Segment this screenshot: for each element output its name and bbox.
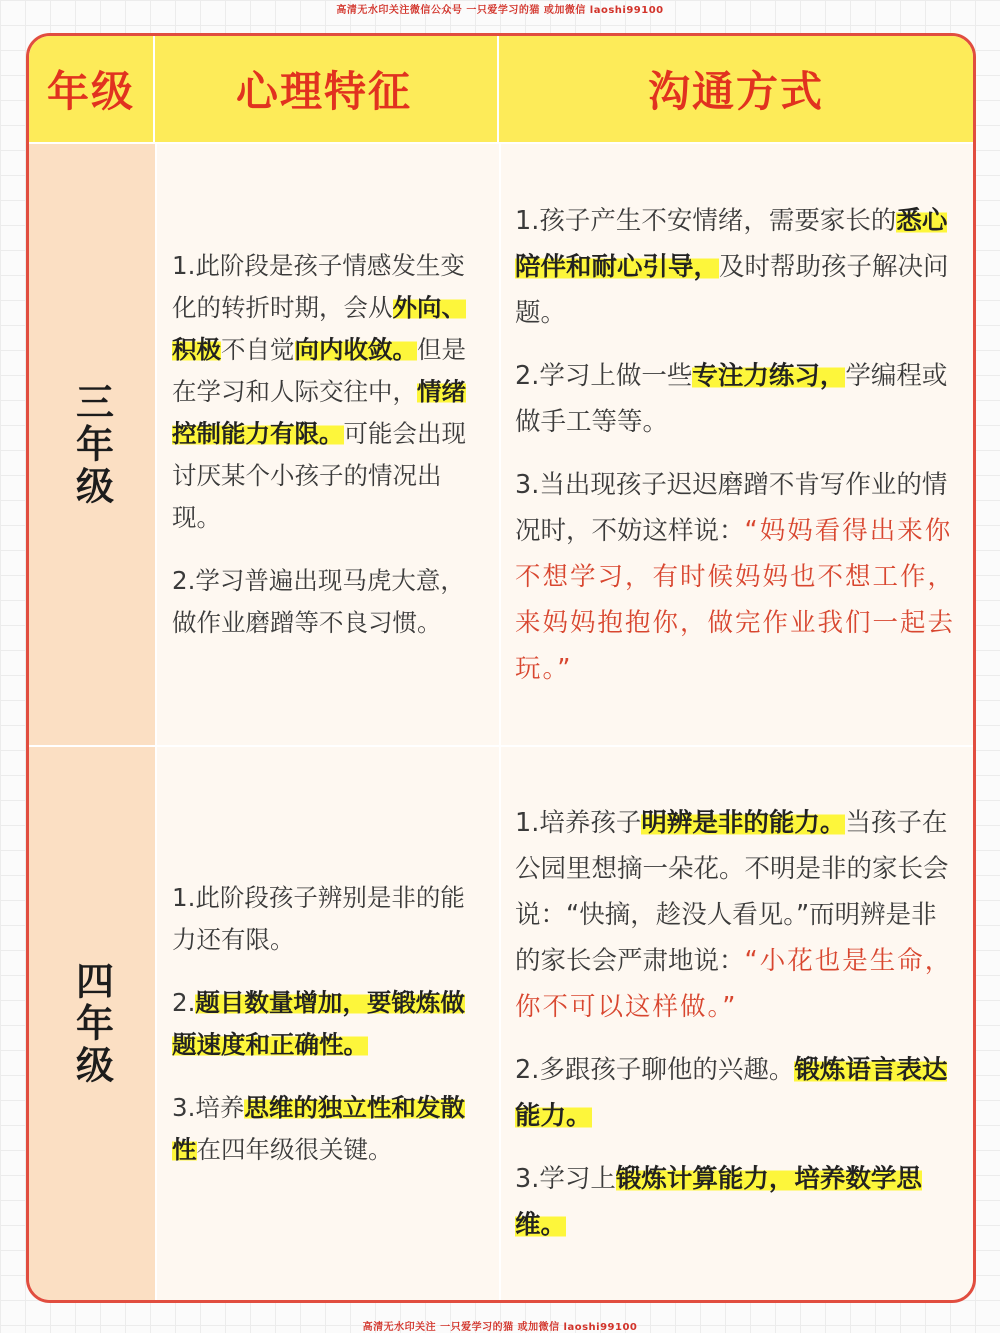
body-text: 1.此阶段孩子辨别是非的能力还有限。 (172, 882, 465, 954)
comparison-table (26, 33, 976, 1303)
body-text: 在四年级很关键。 (196, 1134, 393, 1164)
highlighted-text: 锻炼计算能力，培养数学思维。 (515, 1163, 922, 1240)
paragraph (172, 1087, 485, 1171)
watermark-bottom: 高清无水印关注 一只爱学习的猫 或加微信 laoshi99100 (362, 1322, 638, 1333)
body-text: 学编程或做手工等等。 (515, 360, 948, 437)
paragraph (172, 982, 485, 1066)
example-quote: “妈妈看得出来你不想学习，有时候妈妈也不想工作，来妈妈抱抱你，做完作业我们一起去玩。” (515, 515, 956, 684)
paragraph (172, 877, 485, 961)
header-psychological-traits: 心理特征 (155, 36, 499, 142)
example-quote: “小花也是生命，你不可以这样做。” (515, 945, 953, 1022)
body-text: 3.培养 (172, 1092, 245, 1122)
paragraph (515, 1047, 959, 1139)
body-text: 当孩子在公园里想摘一朵花。不明是非的家长会说：“快摘，趁没人看见。”而明辨是非的家长会严肃地说： (515, 807, 949, 976)
grade-cell-row-2 (29, 745, 155, 1300)
highlighted-text: 向内收敛。 (294, 335, 417, 364)
body-text: 3.学习上 (515, 1163, 616, 1194)
methods-cell-row-1 (499, 142, 973, 745)
watermark-top: 高清无水印关注微信公众号 一只爱学习的猫 或加微信 laoshi99100 (336, 5, 664, 16)
body-text: 2. (172, 987, 196, 1017)
highlighted-text: 情绪控制能力有限。 (172, 377, 466, 448)
body-text: 可能会出现讨厌某个小孩子的情况出现。 (172, 419, 466, 532)
highlighted-text: 题目数量增加，要锻炼做题速度和正确性。 (172, 987, 465, 1059)
grade-label: 三年级 (69, 381, 114, 508)
body-text: 但是在学习和人际交往中， (172, 335, 466, 406)
body-text: 2.多跟孩子聊他的兴趣。 (515, 1054, 795, 1085)
highlighted-text: 外向、积极 (172, 293, 466, 364)
highlighted-text: 专注力练习， (692, 360, 846, 391)
paragraph (515, 462, 959, 692)
paragraph (515, 1156, 959, 1248)
body-text: 1.孩子产生不安情绪，需要家长的 (515, 205, 897, 236)
methods-cell-row-2 (499, 745, 973, 1300)
body-text: 2.学习普遍出现马虎大意，做作业磨蹭等不良习惯。 (172, 566, 465, 637)
paragraph (515, 353, 959, 445)
body-text: 2.学习上做一些 (515, 360, 693, 391)
paragraph (515, 198, 959, 336)
paragraph (515, 800, 959, 1030)
header-grade: 年级 (29, 36, 155, 142)
paragraph (172, 560, 485, 644)
header-communication-methods: 沟通方式 (499, 36, 973, 142)
grade-cell-row-1 (29, 142, 155, 745)
body-text: 1.培养孩子 (515, 807, 642, 838)
traits-cell-row-2 (155, 745, 499, 1300)
highlighted-text: 锻炼语言表达能力。 (515, 1054, 948, 1131)
highlighted-text: 思维的独立性和发散性 (172, 1092, 465, 1164)
body-text: 不自觉 (221, 335, 295, 364)
body-text: 1.此阶段是孩子情感发生变化的转折时期，会从 (172, 251, 465, 322)
highlighted-text: 明辨是非的能力。 (641, 807, 846, 838)
body-text: 3.当出现孩子迟迟磨蹭不肯写作业的情况时，不妨这样说： (515, 469, 948, 546)
body-text: 及时帮助孩子解决问题。 (515, 251, 949, 328)
paragraph (172, 245, 485, 539)
highlighted-text: 悉心陪伴和耐心引导， (515, 205, 948, 282)
traits-cell-row-1 (155, 142, 499, 745)
grade-label: 四年级 (69, 960, 114, 1087)
